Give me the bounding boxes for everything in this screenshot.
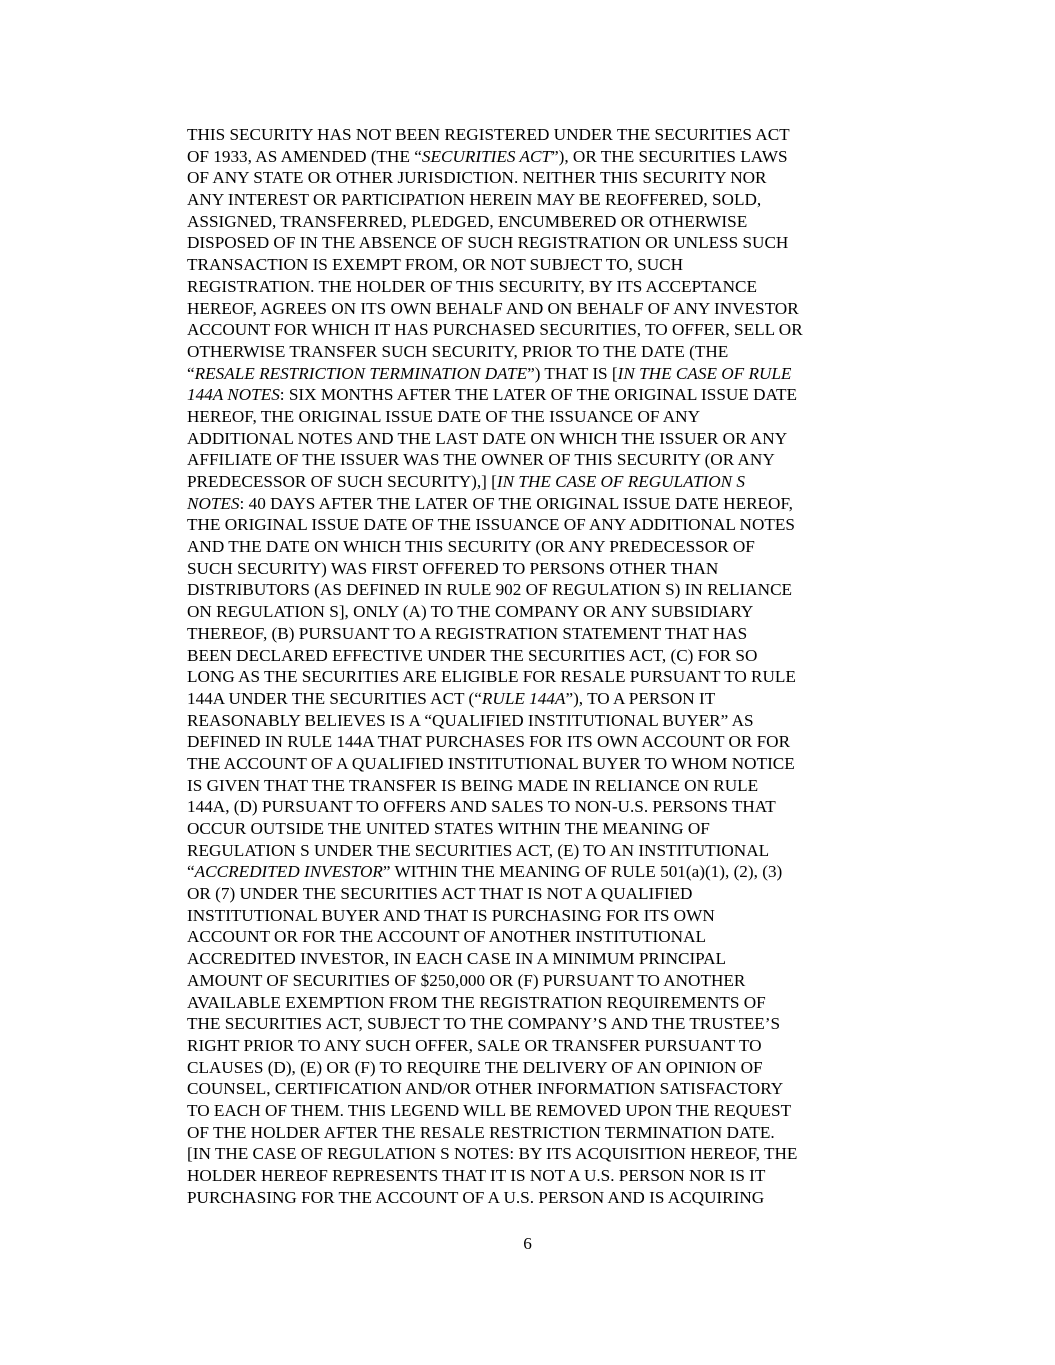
legend-text-run: LONG AS THE SECURITIES ARE ELIGIBLE FOR RESALE PURSUANT TO RULE bbox=[187, 667, 796, 687]
legend-text-run: BEEN DECLARED EFFECTIVE UNDER THE SECURITIES ACT, (C) FOR SO bbox=[187, 645, 758, 665]
legend-line bbox=[187, 471, 887, 493]
legend-line bbox=[187, 298, 887, 320]
legend-text-run: RIGHT PRIOR TO ANY SUCH OFFER, SALE OR TRANSFER PURSUANT TO bbox=[187, 1035, 762, 1055]
legend-line bbox=[187, 1100, 887, 1122]
legend-line bbox=[187, 645, 887, 667]
legend-text-run: REGULATION S UNDER THE SECURITIES ACT, (E) TO AN INSTITUTIONAL bbox=[187, 840, 770, 860]
legend-line bbox=[187, 948, 887, 970]
legend-line bbox=[187, 406, 887, 428]
legend-text-run: TO EACH OF THEM. THIS LEGEND WILL BE REMOVED UPON THE REQUEST bbox=[187, 1100, 792, 1120]
legend-line bbox=[187, 796, 887, 818]
legend-line bbox=[187, 623, 887, 645]
legend-text-run: IS GIVEN THAT THE TRANSFER IS BEING MADE IN RELIANCE ON RULE bbox=[187, 775, 759, 795]
legend-line bbox=[187, 883, 887, 905]
legend-line bbox=[187, 861, 887, 883]
legend-line bbox=[187, 341, 887, 363]
legend-italic-run: 144A NOTES bbox=[187, 385, 280, 405]
legend-italic-run: IN THE CASE OF RULE bbox=[617, 363, 792, 383]
legend-line bbox=[187, 840, 887, 862]
legend-line bbox=[187, 1013, 887, 1035]
legend-line bbox=[187, 254, 887, 276]
legend-text-run: [IN THE CASE OF REGULATION S NOTES: BY ITS ACQUISITION HEREOF, THE bbox=[187, 1144, 798, 1164]
legend-text-run: OCCUR OUTSIDE THE UNITED STATES WITHIN THE MEANING OF bbox=[187, 819, 710, 838]
legend-line bbox=[187, 558, 887, 580]
legend-line bbox=[187, 753, 887, 775]
legend-line bbox=[187, 146, 887, 168]
legend-text-run: THEREOF, (B) PURSUANT TO A REGISTRATION STATEMENT THAT HAS bbox=[187, 623, 748, 643]
legend-text-run: “ bbox=[187, 862, 195, 882]
legend-text-run: OF 1933, AS AMENDED (THE “ bbox=[187, 146, 422, 166]
legend-text-run: AND THE DATE ON WHICH THIS SECURITY (OR ANY PREDECESSOR OF bbox=[187, 537, 755, 557]
legend-line bbox=[187, 1035, 887, 1057]
legend-text-run: THIS SECURITY HAS NOT BEEN REGISTERED UNDER THE SECURITIES ACT bbox=[187, 125, 790, 144]
legend-line bbox=[187, 514, 887, 536]
legend-text-run: ”), OR THE SECURITIES LAWS bbox=[550, 146, 788, 166]
legend-text-run: PREDECESSOR OF SUCH SECURITY),] [ bbox=[187, 472, 497, 491]
legend-line bbox=[187, 124, 887, 146]
legend-italic-run: RULE 144A bbox=[481, 688, 566, 708]
legend-line bbox=[187, 775, 887, 797]
legend-line bbox=[187, 818, 887, 840]
legend-text-run: ADDITIONAL NOTES AND THE LAST DATE ON WHICH THE ISSUER OR ANY bbox=[187, 428, 788, 448]
legend-text-run: CLAUSES (D), (E) OR (F) TO REQUIRE THE DELIVERY OF AN OPINION OF bbox=[187, 1057, 763, 1077]
legend-text-run: HEREOF, AGREES ON ITS OWN BEHALF AND ON BEHALF OF ANY INVESTOR bbox=[187, 298, 799, 318]
legend-line bbox=[187, 493, 887, 515]
legend-line bbox=[187, 666, 887, 688]
legend-text-run: THE ORIGINAL ISSUE DATE OF THE ISSUANCE OF ANY ADDITIONAL NOTES bbox=[187, 515, 795, 535]
legend-text-run: INSTITUTIONAL BUYER AND THAT IS PURCHASING FOR ITS OWN bbox=[187, 905, 715, 925]
legend-text-run: : SIX MONTHS AFTER THE LATER OF THE ORIGINAL ISSUE DATE bbox=[279, 385, 798, 405]
legend-text-run: “ bbox=[187, 363, 195, 383]
legend-line bbox=[187, 1122, 887, 1144]
legend-line bbox=[187, 1165, 887, 1187]
legend-text-run: COUNSEL, CERTIFICATION AND/OR OTHER INFORMATION SATISFACTORY bbox=[187, 1079, 784, 1099]
legend-line bbox=[187, 211, 887, 233]
legend-text-run: ACCREDITED INVESTOR, IN EACH CASE IN A MINIMUM PRINCIPAL bbox=[187, 949, 727, 969]
legend-text-run: ASSIGNED, TRANSFERRED, PLEDGED, ENCUMBERED OR OTHERWISE bbox=[187, 211, 748, 231]
legend-text-run: ACCOUNT FOR WHICH IT HAS PURCHASED SECURITIES, TO OFFER, SELL OR bbox=[187, 320, 803, 340]
legend-line bbox=[187, 1187, 887, 1209]
legend-line bbox=[187, 688, 887, 710]
legend-text-run: PURCHASING FOR THE ACCOUNT OF A U.S. PERSON AND IS ACQUIRING bbox=[187, 1187, 765, 1207]
legend-line bbox=[187, 992, 887, 1014]
legend-text-run: 144A, (D) PURSUANT TO OFFERS AND SALES TO NON-U.S. PERSONS THAT bbox=[187, 797, 776, 817]
legend-line bbox=[187, 926, 887, 948]
legend-line bbox=[187, 276, 887, 298]
legend-italic-run: IN THE CASE OF REGULATION S bbox=[496, 472, 746, 491]
legend-line bbox=[187, 1143, 887, 1165]
legend-text-run: ”), TO A PERSON IT bbox=[565, 688, 716, 708]
legend-line bbox=[187, 167, 887, 189]
legend-line bbox=[187, 232, 887, 254]
legend-text-run: DEFINED IN RULE 144A THAT PURCHASES FOR ITS OWN ACCOUNT OR FOR bbox=[187, 732, 791, 752]
legend-text-run: ACCOUNT OR FOR THE ACCOUNT OF ANOTHER INSTITUTIONAL bbox=[187, 927, 706, 947]
legend-text-run: SUCH SECURITY) WAS FIRST OFFERED TO PERSONS OTHER THAN bbox=[187, 558, 719, 578]
legend-text-run: ”) THAT IS [ bbox=[527, 363, 618, 383]
legend-text-run: OR (7) UNDER THE SECURITIES ACT THAT IS NOT A QUALIFIED bbox=[187, 884, 693, 904]
legend-text-run: DISTRIBUTORS (AS DEFINED IN RULE 902 OF REGULATION S) IN RELIANCE bbox=[187, 580, 793, 600]
legend-text-run: DISPOSED OF IN THE ABSENCE OF SUCH REGISTRATION OR UNLESS SUCH bbox=[187, 233, 789, 253]
legend-text-run: ” WITHIN THE MEANING OF RULE 501(a)(1), (2), (3) bbox=[382, 862, 783, 882]
legend-line bbox=[187, 363, 887, 385]
legend-line bbox=[187, 970, 887, 992]
legend-line bbox=[187, 710, 887, 732]
legend-text-run: 144A UNDER THE SECURITIES ACT (“ bbox=[187, 688, 482, 708]
legend-line bbox=[187, 1057, 887, 1079]
legend-line bbox=[187, 536, 887, 558]
legend-text-run: OF THE HOLDER AFTER THE RESALE RESTRICTION TERMINATION DATE. bbox=[187, 1122, 775, 1142]
securities-legend-text bbox=[187, 124, 887, 1208]
legend-line bbox=[187, 905, 887, 927]
legend-italic-run: SECURITIES ACT bbox=[421, 146, 551, 166]
legend-text-run: : 40 DAYS AFTER THE LATER OF THE ORIGINAL ISSUE DATE HEREOF, bbox=[239, 493, 793, 513]
legend-text-run: ON REGULATION S], ONLY (A) TO THE COMPANY OR ANY SUBSIDIARY bbox=[187, 602, 754, 622]
legend-text-run: HOLDER HEREOF REPRESENTS THAT IT IS NOT A U.S. PERSON NOR IS IT bbox=[187, 1166, 766, 1185]
legend-text-run: THE ACCOUNT OF A QUALIFIED INSTITUTIONAL BUYER TO WHOM NOTICE bbox=[187, 753, 795, 773]
legend-text-run: HEREOF, THE ORIGINAL ISSUE DATE OF THE ISSUANCE OF ANY bbox=[187, 406, 700, 426]
legend-italic-run: RESALE RESTRICTION TERMINATION DATE bbox=[194, 363, 528, 383]
legend-line bbox=[187, 1078, 887, 1100]
legend-line bbox=[187, 579, 887, 601]
legend-text-run: AFFILIATE OF THE ISSUER WAS THE OWNER OF THIS SECURITY (OR ANY bbox=[187, 450, 775, 470]
legend-line bbox=[187, 731, 887, 753]
legend-line bbox=[187, 601, 887, 623]
legend-text-run: REGISTRATION. THE HOLDER OF THIS SECURITY, BY ITS ACCEPTANCE bbox=[187, 276, 757, 296]
legend-text-run: OF ANY STATE OR OTHER JURISDICTION. NEITHER THIS SECURITY NOR bbox=[187, 168, 767, 188]
legend-line bbox=[187, 384, 887, 406]
legend-text-run: REASONABLY BELIEVES IS A “QUALIFIED INSTITUTIONAL BUYER” AS bbox=[187, 710, 754, 730]
legend-text-run: OTHERWISE TRANSFER SUCH SECURITY, PRIOR TO THE DATE (THE bbox=[187, 341, 729, 361]
page-number: 6 bbox=[523, 1234, 532, 1253]
legend-text-run: ANY INTEREST OR PARTICIPATION HEREIN MAY BE REOFFERED, SOLD, bbox=[187, 190, 762, 210]
legend-italic-run: ACCREDITED INVESTOR bbox=[194, 862, 383, 882]
legend-line bbox=[187, 428, 887, 450]
legend-line bbox=[187, 189, 887, 211]
legend-text-run: TRANSACTION IS EXEMPT FROM, OR NOT SUBJECT TO, SUCH bbox=[187, 255, 683, 275]
legend-text-run: AVAILABLE EXEMPTION FROM THE REGISTRATION REQUIREMENTS OF bbox=[187, 992, 766, 1012]
legend-line bbox=[187, 319, 887, 341]
legend-text-run: AMOUNT OF SECURITIES OF $250,000 OR (F) PURSUANT TO ANOTHER bbox=[187, 970, 746, 990]
legend-italic-run: NOTES bbox=[187, 493, 240, 513]
legend-line bbox=[187, 449, 887, 471]
legend-text-run: THE SECURITIES ACT, SUBJECT TO THE COMPANY’S AND THE TRUSTEE’S bbox=[187, 1014, 781, 1034]
